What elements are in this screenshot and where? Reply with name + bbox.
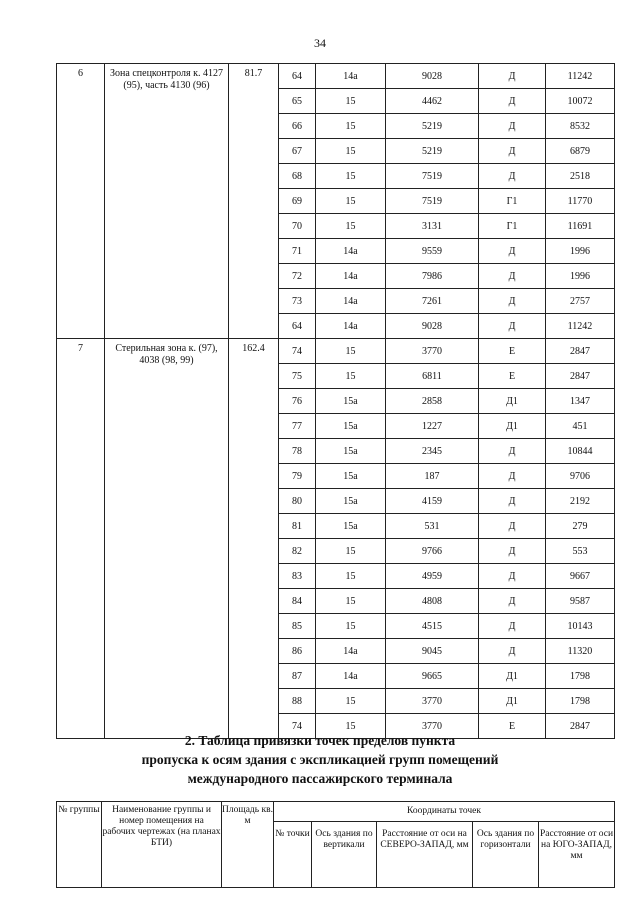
header-point-no: № точки: [274, 822, 312, 888]
vertical-axis: 15: [316, 564, 386, 589]
horizontal-axis: Д: [479, 439, 546, 464]
point-no: 83: [279, 564, 316, 589]
vertical-axis: 15: [316, 189, 386, 214]
distance-northwest: 9028: [386, 314, 479, 339]
horizontal-axis: Д: [479, 589, 546, 614]
point-no: 82: [279, 539, 316, 564]
distance-southwest: 11242: [546, 314, 615, 339]
distance-southwest: 1996: [546, 264, 615, 289]
distance-southwest: 2192: [546, 489, 615, 514]
distance-southwest: 2518: [546, 164, 615, 189]
header-room-name: Наименование группы и номер помещения на рабочих чертежах (на планах БТИ): [102, 802, 222, 888]
distance-northwest: 2345: [386, 439, 479, 464]
distance-northwest: 7986: [386, 264, 479, 289]
vertical-axis: 14a: [316, 64, 386, 89]
vertical-axis: 14а: [316, 314, 386, 339]
header-area: Площадь кв. м: [222, 802, 274, 888]
horizontal-axis: Д: [479, 614, 546, 639]
vertical-axis: 15: [316, 589, 386, 614]
header-vertical-axis: Ось здания по вертикали: [312, 822, 377, 888]
distance-southwest: 1996: [546, 239, 615, 264]
group-name: Стерильная зона к. (97), 4038 (98, 99): [105, 339, 229, 739]
distance-northwest: 4959: [386, 564, 479, 589]
vertical-axis: 15: [316, 339, 386, 364]
distance-northwest: 4515: [386, 614, 479, 639]
table-row: [57, 64, 615, 89]
horizontal-axis: Д1: [479, 389, 546, 414]
point-no: 74: [279, 339, 316, 364]
coordinates-table: [56, 63, 615, 739]
vertical-axis: 15а: [316, 464, 386, 489]
group-name: Зона спецконтроля к. 4127 (95), часть 4130 (96): [105, 64, 229, 339]
header-distance-southwest: Расстояние от оси на ЮГО-ЗАПАД, мм: [539, 822, 615, 888]
horizontal-axis: Д: [479, 639, 546, 664]
point-no: 77: [279, 414, 316, 439]
horizontal-axis: Д: [479, 164, 546, 189]
distance-southwest: 10143: [546, 614, 615, 639]
point-no: 79: [279, 464, 316, 489]
point-no: 78: [279, 439, 316, 464]
horizontal-axis: Д: [479, 264, 546, 289]
point-no: 87: [279, 664, 316, 689]
horizontal-axis: Д: [479, 464, 546, 489]
point-no: 71: [279, 239, 316, 264]
point-no: 86: [279, 639, 316, 664]
point-no: 70: [279, 214, 316, 239]
header-group-no: № группы: [57, 802, 102, 888]
distance-northwest: 3131: [386, 214, 479, 239]
horizontal-axis: Д: [479, 114, 546, 139]
vertical-axis: 15: [316, 714, 386, 739]
horizontal-axis: Д: [479, 514, 546, 539]
distance-southwest: 6879: [546, 139, 615, 164]
horizontal-axis: Д: [479, 564, 546, 589]
horizontal-axis: Е: [479, 714, 546, 739]
horizontal-axis: Д: [479, 139, 546, 164]
distance-southwest: 279: [546, 514, 615, 539]
point-no: 75: [279, 364, 316, 389]
distance-northwest: 6811: [386, 364, 479, 389]
distance-southwest: 2757: [546, 289, 615, 314]
point-no: 84: [279, 589, 316, 614]
distance-northwest: 7519: [386, 164, 479, 189]
header-distance-northwest: Расстояние от оси на СЕВЕРО-ЗАПАД, мм: [377, 822, 473, 888]
horizontal-axis: Г1: [479, 189, 546, 214]
vertical-axis: 15: [316, 214, 386, 239]
horizontal-axis: Е: [479, 339, 546, 364]
vertical-axis: 15: [316, 364, 386, 389]
point-no: 67: [279, 139, 316, 164]
horizontal-axis: Д: [479, 289, 546, 314]
distance-southwest: 1798: [546, 689, 615, 714]
vertical-axis: 14а: [316, 239, 386, 264]
distance-southwest: 11691: [546, 214, 615, 239]
horizontal-axis: Д: [479, 89, 546, 114]
distance-northwest: 9766: [386, 539, 479, 564]
point-no: 64: [279, 314, 316, 339]
point-no: 88: [279, 689, 316, 714]
vertical-axis: 15а: [316, 439, 386, 464]
distance-southwest: 10072: [546, 89, 615, 114]
horizontal-axis: Д: [479, 539, 546, 564]
table-row: [57, 339, 615, 364]
section-title-line: пропуска к осям здания с экспликацией групп помещений: [141, 752, 499, 767]
distance-northwest: 9028: [386, 64, 479, 89]
distance-southwest: 8532: [546, 114, 615, 139]
distance-southwest: 11242: [546, 64, 615, 89]
vertical-axis: 15: [316, 164, 386, 189]
distance-northwest: 9559: [386, 239, 479, 264]
vertical-axis: 15: [316, 689, 386, 714]
distance-southwest: 11320: [546, 639, 615, 664]
distance-southwest: 2847: [546, 714, 615, 739]
distance-southwest: 451: [546, 414, 615, 439]
distance-northwest: 2858: [386, 389, 479, 414]
horizontal-axis: Д: [479, 489, 546, 514]
distance-northwest: 4159: [386, 489, 479, 514]
vertical-axis: 15: [316, 614, 386, 639]
horizontal-axis: Д1: [479, 664, 546, 689]
point-no: 66: [279, 114, 316, 139]
point-no: 81: [279, 514, 316, 539]
section-title-line: международного пассажирского терминала: [187, 771, 453, 786]
distance-northwest: 3770: [386, 339, 479, 364]
distance-northwest: 5219: [386, 139, 479, 164]
horizontal-axis: Д: [479, 64, 546, 89]
distance-northwest: 5219: [386, 114, 479, 139]
section-title: [0, 731, 640, 788]
section-title-line: 2. Таблица привязки точек пределов пункта: [184, 733, 456, 748]
distance-southwest: 1798: [546, 664, 615, 689]
vertical-axis: 15а: [316, 514, 386, 539]
group-area: 162.4: [229, 339, 279, 739]
distance-northwest: 3770: [386, 689, 479, 714]
vertical-axis: 14а: [316, 264, 386, 289]
distance-southwest: 10844: [546, 439, 615, 464]
horizontal-axis: Д: [479, 239, 546, 264]
distance-northwest: 7519: [386, 189, 479, 214]
point-no: 72: [279, 264, 316, 289]
section2-header-table: [56, 801, 615, 888]
distance-northwest: 9665: [386, 664, 479, 689]
distance-northwest: 1227: [386, 414, 479, 439]
horizontal-axis: Г1: [479, 214, 546, 239]
group-number: 7: [57, 339, 105, 739]
vertical-axis: 15: [316, 139, 386, 164]
distance-southwest: 9587: [546, 589, 615, 614]
group-number: 6: [57, 64, 105, 339]
point-no: 76: [279, 389, 316, 414]
point-no: 64: [279, 64, 316, 89]
distance-northwest: 9045: [386, 639, 479, 664]
group-area: 81.7: [229, 64, 279, 339]
header-coordinates: Координаты точек: [274, 802, 615, 822]
distance-northwest: 4462: [386, 89, 479, 114]
point-no: 69: [279, 189, 316, 214]
horizontal-axis: Д1: [479, 689, 546, 714]
distance-southwest: 2847: [546, 339, 615, 364]
distance-northwest: 7261: [386, 289, 479, 314]
distance-northwest: 4808: [386, 589, 479, 614]
header-horizontal-axis: Ось здания по горизонтали: [473, 822, 539, 888]
page-number: 34: [314, 36, 326, 50]
distance-northwest: 531: [386, 514, 479, 539]
vertical-axis: 15: [316, 539, 386, 564]
point-no: 73: [279, 289, 316, 314]
vertical-axis: 14а: [316, 289, 386, 314]
point-no: 80: [279, 489, 316, 514]
distance-southwest: 9706: [546, 464, 615, 489]
vertical-axis: 15: [316, 89, 386, 114]
vertical-axis: 15а: [316, 389, 386, 414]
vertical-axis: 14а: [316, 639, 386, 664]
vertical-axis: 14а: [316, 664, 386, 689]
horizontal-axis: Д: [479, 314, 546, 339]
horizontal-axis: Д1: [479, 414, 546, 439]
distance-northwest: 187: [386, 464, 479, 489]
distance-southwest: 2847: [546, 364, 615, 389]
vertical-axis: 15а: [316, 414, 386, 439]
distance-southwest: 1347: [546, 389, 615, 414]
point-no: 85: [279, 614, 316, 639]
vertical-axis: 15: [316, 114, 386, 139]
vertical-axis: 15а: [316, 489, 386, 514]
distance-southwest: 9667: [546, 564, 615, 589]
point-no: 74: [279, 714, 316, 739]
distance-southwest: 11770: [546, 189, 615, 214]
distance-southwest: 553: [546, 539, 615, 564]
point-no: 65: [279, 89, 316, 114]
distance-northwest: 3770: [386, 714, 479, 739]
horizontal-axis: Е: [479, 364, 546, 389]
point-no: 68: [279, 164, 316, 189]
